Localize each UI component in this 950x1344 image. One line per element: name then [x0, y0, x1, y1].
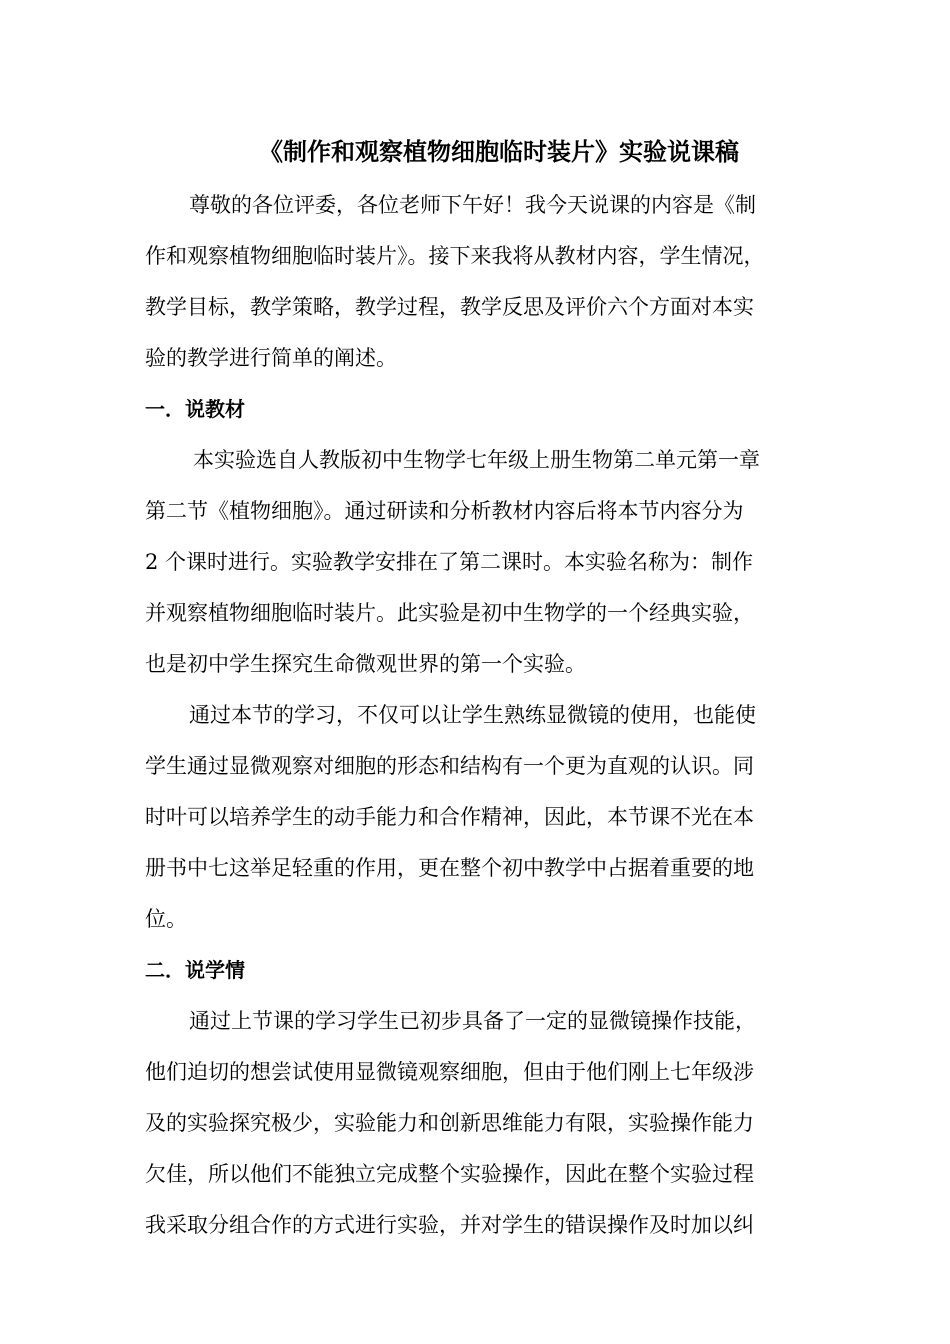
paragraph-line: 尊敬的各位评委，各位老师下午好！我今天说课的内容是《制 — [189, 193, 756, 217]
paragraph-line: 也是初中学生探究生命微观世界的第一个实验。 — [145, 652, 586, 676]
document-title: 《制作和观察植物细胞临时装片》实验说课稿 — [259, 137, 739, 166]
paragraph-line: 验的教学进行简单的阐述。 — [145, 346, 397, 370]
paragraph-line: 并观察植物细胞临时装片。此实验是初中生物学的一个经典实验， — [145, 601, 754, 625]
paragraph-line: 时叶可以培养学生的动手能力和合作精神，因此，本节课不光在本 — [145, 805, 754, 829]
section-heading-textbook: 一．说教材 — [145, 397, 245, 421]
textbook-paragraph-2 — [145, 690, 825, 945]
paragraph-line: 本实验选自人教版初中生物学七年级上册生物第二单元第一章 — [193, 448, 760, 472]
paragraph-line: 通过上节课的学习学生已初步具备了一定的显微镜操作技能， — [189, 1009, 756, 1033]
paragraph-line: 他们迫切的想尝试使用显微镜观察细胞，但由于他们刚上七年级涉 — [145, 1060, 754, 1084]
paragraph-line: 欠佳，所以他们不能独立完成整个实验操作，因此在整个实验过程 — [145, 1162, 754, 1186]
section-heading-students: 二．说学情 — [145, 958, 245, 982]
paragraph-line: 我采取分组合作的方式进行实验，并对学生的错误操作及时加以纠 — [145, 1213, 754, 1237]
paragraph-line: 作和观察植物细胞临时装片》。接下来我将从教材内容，学生情况， — [145, 244, 765, 268]
paragraph-line: 学生通过显微观察对细胞的形态和结构有一个更为直观的认识。同 — [145, 754, 754, 778]
intro-paragraph — [145, 180, 825, 384]
paragraph-line: 教学目标，教学策略，教学过程，教学反思及评价六个方面对本实 — [145, 295, 754, 319]
paragraph-line: 2 个课时进行。实验教学安排在了第二课时。本实验名称为：制作 — [145, 550, 754, 574]
textbook-paragraph-1 — [145, 435, 825, 690]
paragraph-line: 第二节《植物细胞》。通过研读和分析教材内容后将本节内容分为 — [145, 499, 744, 523]
paragraph-line: 位。 — [145, 907, 187, 931]
paragraph-line: 通过本节的学习，不仅可以让学生熟练显微镜的使用，也能使 — [189, 703, 756, 727]
paragraph-line: 册书中七这举足轻重的作用，更在整个初中教学中占据着重要的地 — [145, 856, 754, 880]
students-paragraph-1 — [145, 996, 825, 1251]
document-page — [145, 134, 825, 1251]
paragraph-line: 及的实验探究极少，实验能力和创新思维能力有限，实验操作能力 — [145, 1111, 754, 1135]
